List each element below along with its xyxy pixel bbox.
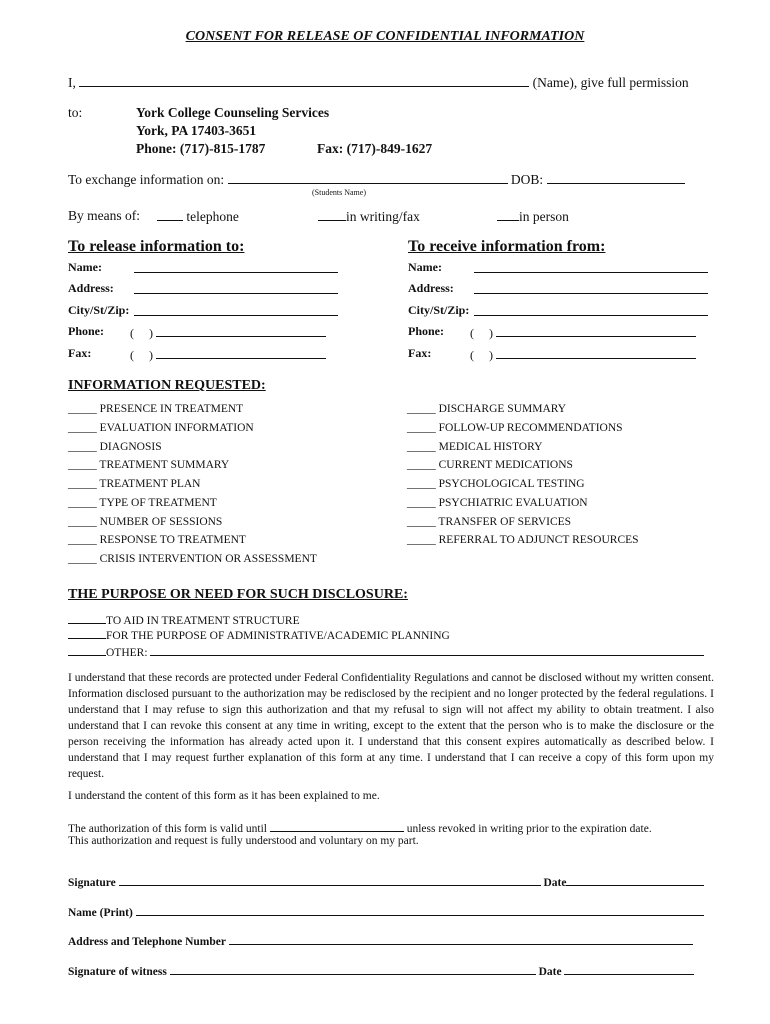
org-city: York, PA 17403-3651 — [136, 123, 257, 138]
receive-address-line[interactable] — [474, 281, 708, 294]
signature-row: Signature Date — [68, 873, 704, 889]
purpose-option-other[interactable]: OTHER: — [68, 643, 704, 659]
right-item[interactable]: _____ CURRENT MEDICATIONS — [407, 459, 573, 472]
student-name-line[interactable] — [228, 171, 508, 184]
validity-line: The authorization of this form is valid until unless revoked in writing prior to the expiration date. — [68, 819, 652, 835]
receive-fax-paren[interactable]: ( ) — [470, 346, 696, 363]
receive-name-label: Name: — [408, 260, 442, 274]
receive-heading: To receive information from: — [408, 238, 606, 255]
left-item[interactable]: _____ NUMBER OF SESSIONS — [68, 515, 223, 528]
form-title: CONSENT FOR RELEASE OF CONFIDENTIAL INFORMATION — [185, 29, 585, 44]
right-item[interactable]: _____ DISCHARGE SUMMARY — [407, 403, 567, 415]
release-heading: To release information to: — [68, 238, 245, 255]
receive-city-label: City/St/Zip: — [408, 303, 470, 317]
receive-phone-label: Phone: — [408, 324, 444, 338]
voluntary-statement: This authorization and request is fully understood and voluntary on my part. — [68, 835, 419, 847]
left-item[interactable]: _____ TREATMENT PLAN — [68, 478, 201, 490]
left-item[interactable]: _____ CRISIS INTERVENTION OR ASSESSMENT — [68, 553, 317, 565]
left-item[interactable]: _____ TREATMENT SUMMARY — [68, 459, 230, 472]
witness-row: Signature of witness Date — [68, 962, 694, 978]
release-fax-label: Fax: — [68, 346, 92, 360]
means-label: By means of: — [68, 208, 140, 223]
confidentiality-paragraph: I understand that these records are protected under Federal Confidentiality Regulations and cannot be disclosed without my written consent. Information disclosed pursuant to the authorization may be redisclosed by the recipient and no longer protected by the federal regulations. I understand that I may refuse to sign this authorization and that my refusal to sign will not affect my ability to obtain treatment. I also understand that I can revoke this consent at any time in writing, except to the extent that the person who is to make the disclosure or the person receiving the information has already acted upon it. I understand that this consent expires automatically as described below. I understand that I may request further explanation of this form at any time. I understand that I can receive a copy of this form upon my request. — [68, 672, 714, 780]
right-item[interactable]: _____ FOLLOW-UP RECOMMENDATIONS — [407, 421, 623, 434]
left-item[interactable]: _____ TYPE OF TREATMENT — [68, 496, 217, 509]
intro-suffix: (Name), give full permission — [532, 75, 689, 90]
to-label: to: — [68, 105, 83, 120]
understanding-statement: I understand the content of this form as it has been explained to me. — [68, 790, 380, 802]
left-item[interactable]: _____ DIAGNOSIS — [68, 440, 162, 453]
student-name-hint: (Students Name) — [312, 188, 366, 197]
org-phone: Phone: (717)-815-1787 — [136, 141, 266, 156]
intro-prefix: I, — [68, 75, 76, 90]
release-name-label: Name: — [68, 260, 102, 274]
release-address-label: Address: — [68, 281, 114, 295]
release-name-line[interactable] — [134, 260, 338, 273]
left-item[interactable]: _____ RESPONSE TO TREATMENT — [68, 534, 246, 547]
left-item[interactable]: _____ PRESENCE IN TREATMENT — [68, 403, 244, 415]
receive-phone-paren[interactable]: ( ) — [470, 324, 696, 341]
exchange-line — [68, 171, 685, 188]
release-phone-paren[interactable]: ( ) — [130, 324, 326, 341]
means-writing[interactable]: in writing/fax — [318, 208, 420, 225]
intro-line — [68, 74, 689, 91]
receive-city-line[interactable] — [474, 303, 708, 316]
witness-date-line[interactable] — [564, 962, 694, 975]
release-fax-paren[interactable]: ( ) — [130, 346, 326, 363]
receive-fax-label: Fax: — [408, 346, 432, 360]
name-print-line[interactable] — [136, 903, 704, 916]
release-city-line[interactable] — [134, 303, 338, 316]
dob-label: DOB: — [510, 172, 544, 187]
receive-address-label: Address: — [408, 281, 454, 295]
means-telephone[interactable]: telephone — [157, 208, 239, 225]
right-item[interactable]: _____ PSYCHOLOGICAL TESTING — [407, 478, 585, 490]
right-item[interactable]: _____ MEDICAL HISTORY — [407, 440, 543, 453]
receive-name-line[interactable] — [474, 260, 708, 273]
org-name: York College Counseling Services — [136, 105, 330, 120]
signature-date-line[interactable] — [566, 873, 704, 886]
address-phone-line[interactable] — [229, 932, 693, 945]
release-phone-label: Phone: — [68, 324, 104, 338]
purpose-heading: THE PURPOSE OR NEED FOR SUCH DISCLOSURE: — [68, 587, 408, 602]
exchange-label: To exchange information on: — [68, 172, 225, 187]
right-item[interactable]: _____ REFERRAL TO ADJUNCT RESOURCES — [407, 534, 639, 547]
dob-line[interactable] — [547, 171, 685, 184]
left-item[interactable]: _____ EVALUATION INFORMATION — [68, 421, 254, 434]
org-fax: Fax: (717)-849-1627 — [317, 141, 433, 156]
purpose-option-treatment[interactable]: TO AID IN TREATMENT STRUCTURE — [68, 611, 300, 627]
signature-line[interactable] — [119, 873, 541, 886]
name-print-row: Name (Print) — [68, 903, 704, 919]
witness-signature-line[interactable] — [170, 962, 536, 975]
info-requested-heading: INFORMATION REQUESTED: — [68, 378, 266, 393]
expiration-date-line[interactable] — [270, 819, 404, 832]
release-address-line[interactable] — [134, 281, 338, 294]
right-item[interactable]: _____ TRANSFER OF SERVICES — [407, 515, 572, 528]
right-item[interactable]: _____ PSYCHIATRIC EVALUATION — [407, 496, 588, 509]
release-city-label: City/St/Zip: — [68, 303, 130, 317]
address-phone-row: Address and Telephone Number — [68, 932, 693, 948]
purpose-option-admin[interactable]: FOR THE PURPOSE OF ADMINISTRATIVE/ACADEMIC PLANNING — [68, 626, 450, 642]
name-input-line[interactable] — [79, 74, 529, 87]
means-person[interactable]: in person — [497, 208, 569, 225]
